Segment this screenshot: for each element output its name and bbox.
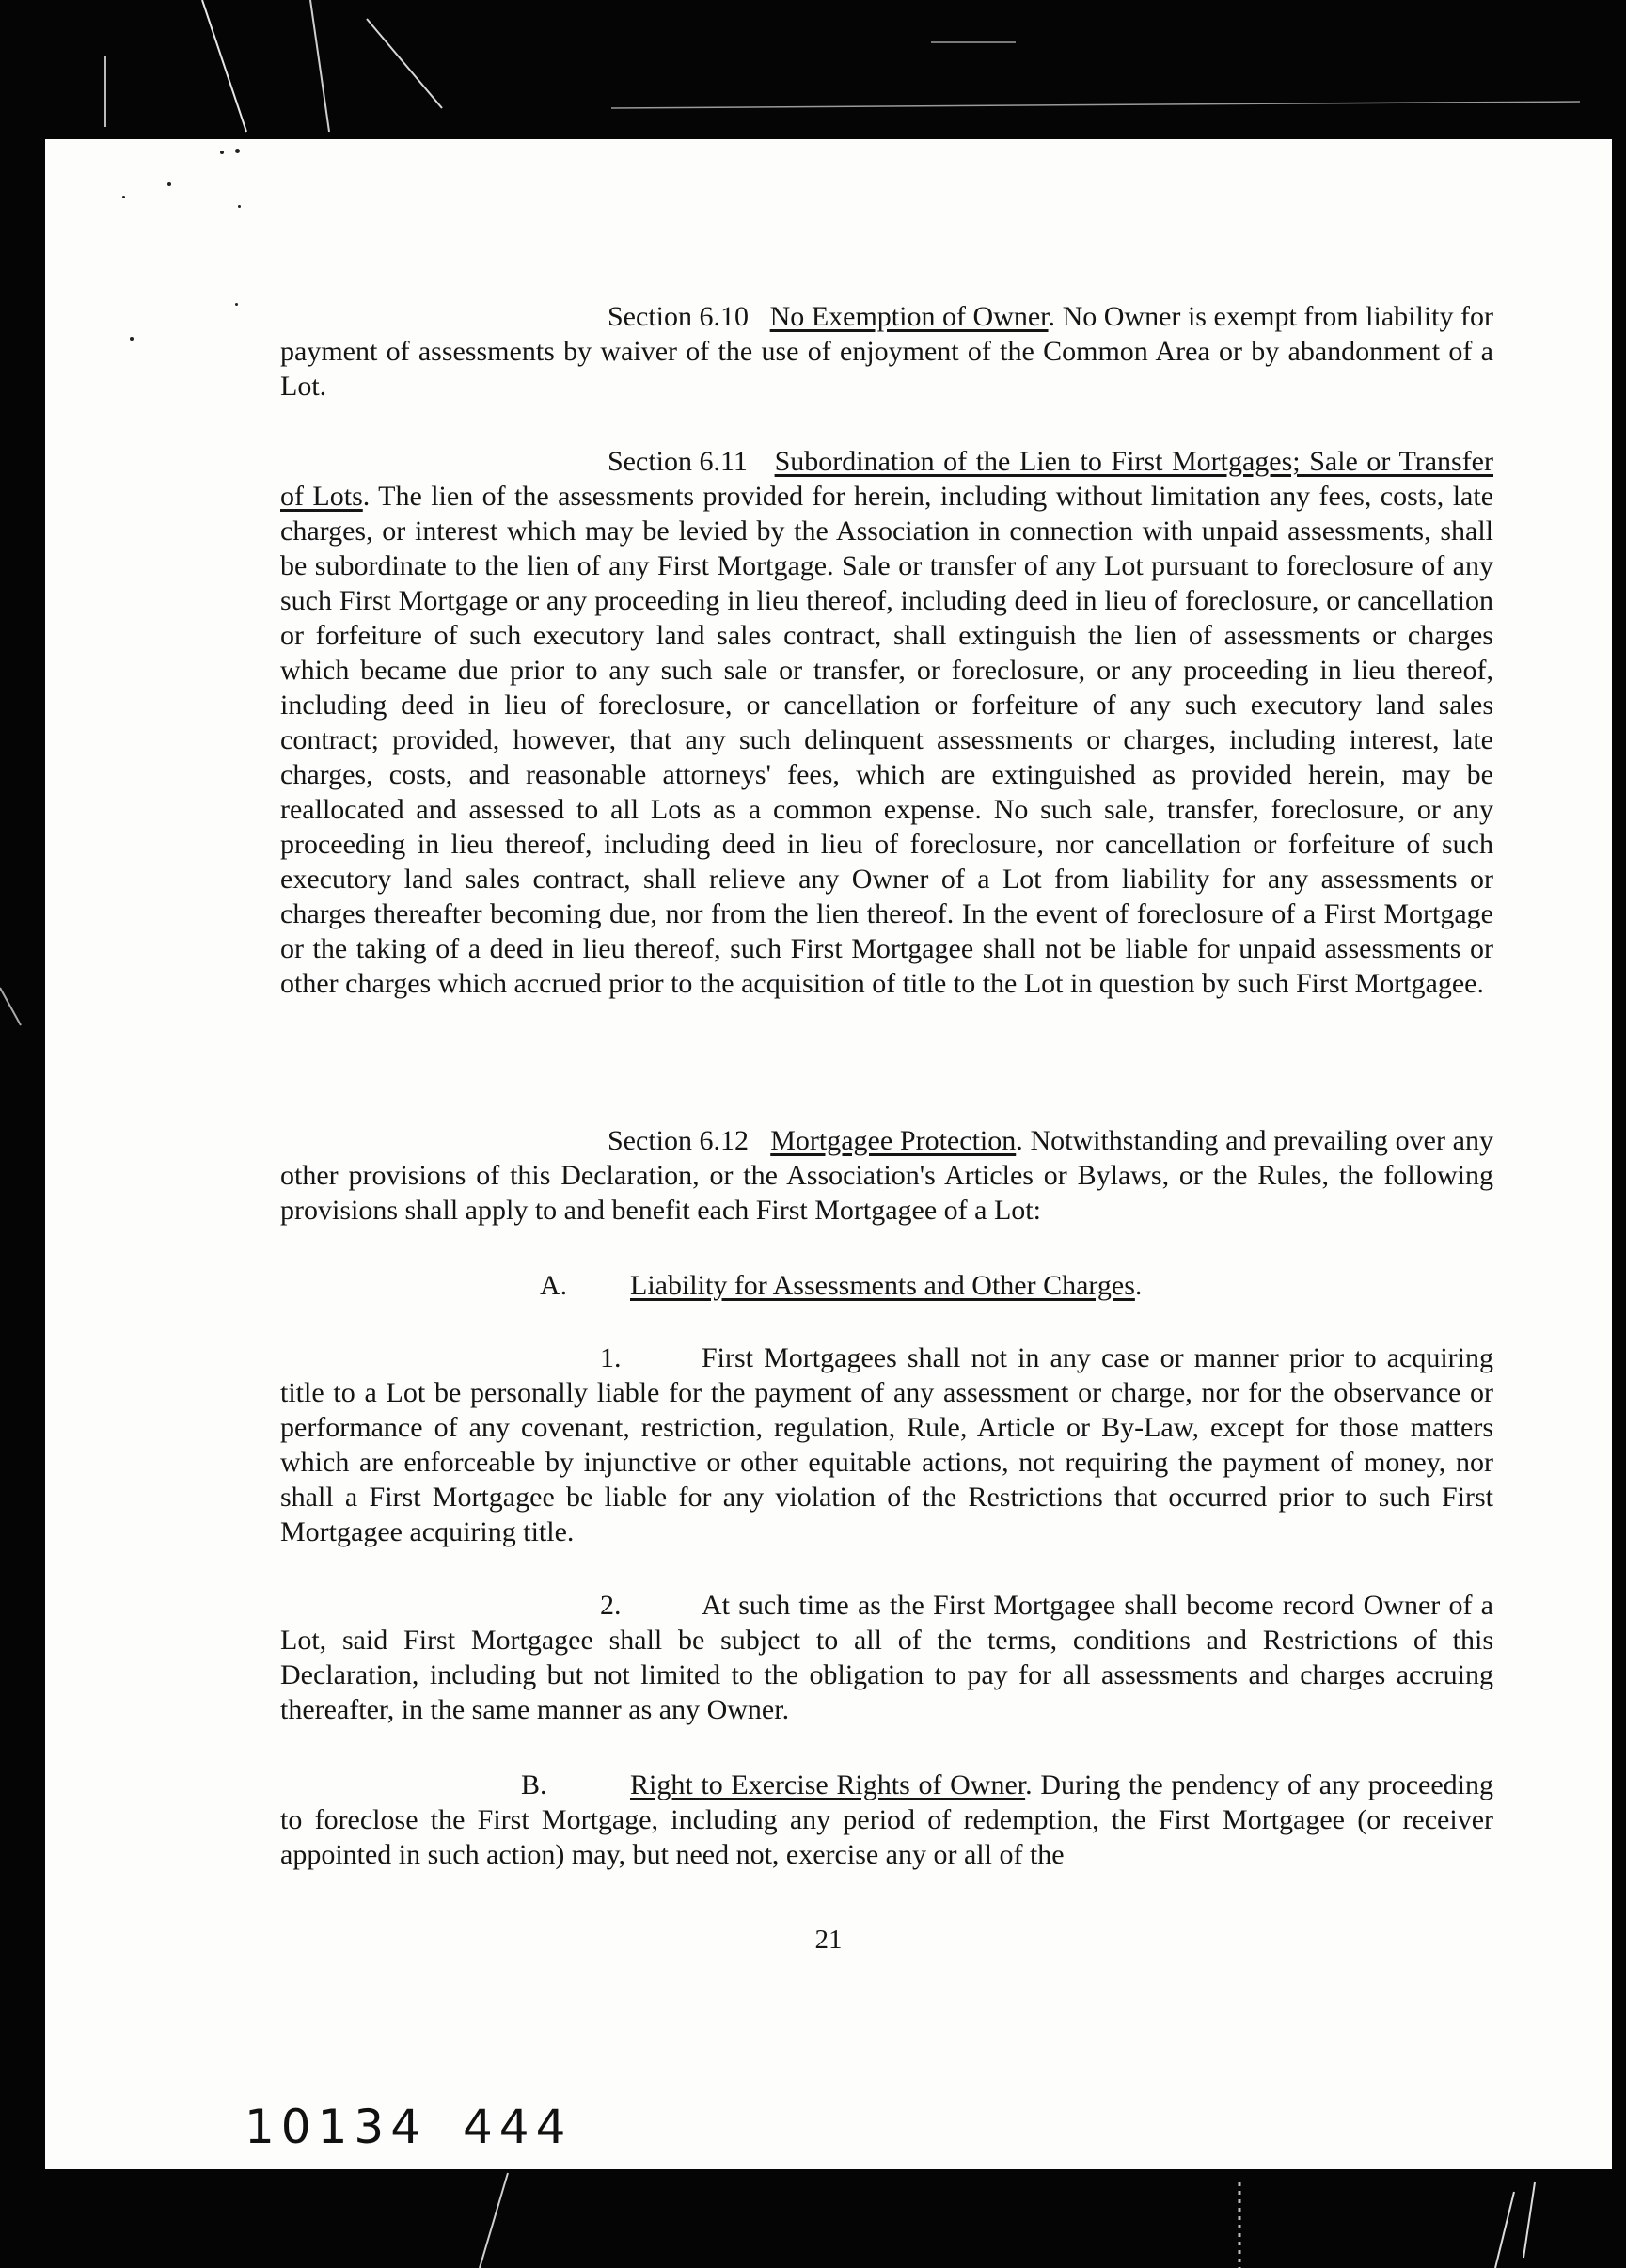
subsection-heading <box>280 1268 1493 1303</box>
item-2 <box>280 1588 1493 1727</box>
subsection-title: Liability for Assessments and Other Charges <box>630 1270 1135 1301</box>
section-paragraph <box>280 1123 1493 1228</box>
section-body: . The lien of the assessments provided for herein, including without limitation any fees, costs, late charges, or interest which may be levied by the Association in connection with unpaid assessments, shall be subordinate to the lien of any First Mortgage. Sale or transfer of any Lot pursuant to foreclosure of any such First Mortgage or any proceeding in lieu thereof, including deed in lieu of foreclosure, or cancellation or forfeiture of such executory land sales contract, shall extinguish the lien of assessments or charges which became due prior to any such sale or transfer, or foreclosure, or any proceeding in lieu thereof, including deed in lieu of foreclosure, or cancellation or forfeiture of any such executory land sales contract; provided, however, that any such delinquent assessments or charges, including interest, late charges, costs, and reasonable attorneys' fees, which are extinguished as provided herein, may be reallocated and assessed to all Lots as a common expense. No such sale, transfer, foreclosure, or any proceeding in lieu thereof, including deed in lieu of foreclosure, nor cancellation or forfeiture of such executory land sales contract, shall relieve any Owner of a Lot from liability for any assessments or charges thereafter becoming due, nor from the lien thereof. In the event of foreclosure of a First Mortgage or the taking of a deed in lieu thereof, such First Mortgagee shall not be liable for unpaid assessments or other charges which accrued prior to the acquisition of title to the Lot in question by such First Mortgagee. <box>280 481 1494 999</box>
scan-speck <box>235 303 238 306</box>
page-number: 21 <box>814 1925 843 1955</box>
scan-speck <box>122 196 125 198</box>
document-page <box>45 139 1612 2169</box>
section-heading: Subordination of the Lien to First Mortgages; Sale or Transfer of Lots <box>280 446 1493 512</box>
scan-speck <box>130 337 134 341</box>
item-number: 2. <box>600 1590 622 1621</box>
section-6-11 <box>280 444 1493 1001</box>
section-body: . No Owner is exempt from liability for payment of assessments by waiver of the use of enjoyment of the Common Area or by abandonment of a Lot. <box>280 301 1494 402</box>
subsection-a <box>280 1268 1493 1303</box>
section-6-10 <box>280 299 1493 404</box>
section-body: . Notwithstanding and prevailing over any other provisions of this Declaration, or the Association's Articles or Bylaws, or the Rules, the following provisions shall apply to and benefit each First Mortgagee of a Lot: <box>280 1125 1493 1226</box>
subsection-title: Right to Exercise Rights of Owner <box>630 1769 1026 1800</box>
scan-speck <box>167 182 171 186</box>
subsection-body: . During the pendency of any proceeding to foreclose the First Mortgage, including any period of redemption, the First Mortgagee (or receiver appointed in such action) may, but need not, exercise any or all of the <box>280 1769 1493 1870</box>
section-label: Section 6.11 <box>608 446 748 477</box>
scan-speck <box>220 151 224 154</box>
item-text: First Mortgagees shall not in any case or manner prior to acquiring title to a Lot be personally liable for the payment of any assessment or charge, nor for the observance or performance of any covenant, restriction, regulation, Rule, Article or By-Law, except for those matters which are enforceable by injunctive or other equitable actions, not requiring the payment of money, nor shall a First Mortgagee be liable for any violation of the Restrictions that occurred prior to such First Mortgagee acquiring title. <box>280 1342 1493 1547</box>
subsection-paragraph <box>280 1768 1493 1872</box>
item-number: 1. <box>600 1342 622 1373</box>
item-text: At such time as the First Mortgagee shall become record Owner of a Lot, said First Mortgagee shall be subject to all of the terms, conditions and Restrictions of this Declaration, including but not limited to the obligation to pay for all assessments and charges accruing thereafter, in the same manner as any Owner. <box>280 1590 1493 1725</box>
scan-speck <box>238 205 241 208</box>
section-label: Section 6.12 <box>608 1125 749 1156</box>
item-paragraph <box>280 1588 1493 1727</box>
subsection-letter: B. <box>521 1769 547 1800</box>
section-label: Section 6.10 <box>608 301 749 332</box>
subsection-b <box>280 1768 1493 1872</box>
subsection-letter: A. <box>540 1270 568 1301</box>
bates-number-right: 444 <box>463 2100 573 2154</box>
scan-speck <box>235 149 240 153</box>
subsection-title-tail: . <box>1134 1270 1143 1301</box>
section-paragraph <box>280 299 1493 404</box>
section-6-12 <box>280 1123 1493 1228</box>
section-paragraph <box>280 444 1493 1001</box>
section-heading: No Exemption of Owner <box>769 301 1049 332</box>
item-paragraph <box>280 1340 1493 1549</box>
bates-number-left: 10134 <box>245 2100 428 2154</box>
section-heading: Mortgagee Protection <box>770 1125 1017 1156</box>
item-1 <box>280 1340 1493 1549</box>
